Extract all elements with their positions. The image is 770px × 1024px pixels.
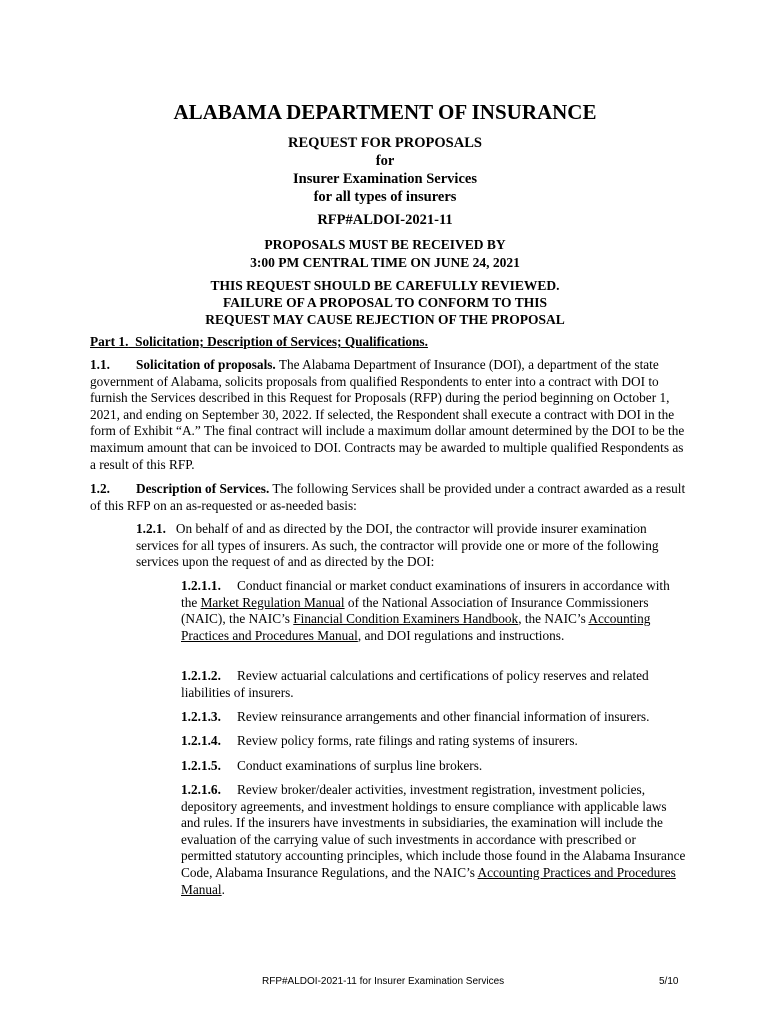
subtitle-line-4: for all types of insurers: [313, 189, 457, 205]
warning-line-1: THIS REQUEST SHOULD BE CAREFULLY REVIEWED.: [210, 278, 560, 293]
part-label: Part 1.: [90, 334, 129, 349]
page-title: ALABAMA DEPARTMENT OF INSURANCE: [173, 100, 597, 124]
subtitle-line-1: REQUEST FOR PROPOSALS: [288, 135, 482, 151]
subtitle-line-3: Insurer Examination Services: [293, 171, 477, 187]
rfp-number: RFP#ALDOI-2021-11: [317, 212, 453, 228]
section-text: Review policy forms, rate filings and rating systems of insurers.: [237, 733, 578, 748]
section-number: 1.2.1.5.: [181, 758, 221, 773]
section-text: , and DOI regulations and instructions.: [357, 627, 565, 643]
section-1-1: [90, 357, 690, 473]
section-number: 1.2.1.2.: [181, 668, 221, 683]
section-number: 1.2.: [90, 481, 110, 496]
section-1-2-1-4: [181, 733, 686, 750]
section-text: Review reinsurance arrangements and other financial information of insurers.: [237, 709, 650, 724]
accounting-manual-ref: Accounting Practices and Procedures Manual: [181, 611, 651, 643]
rfp-subtitle: [0, 134, 770, 206]
deadline-line-1: PROPOSALS MUST BE RECEIVED BY: [264, 237, 506, 252]
section-text: Review broker/dealer activities, investment registration, investment policies, depository agreements, and investment holdings to ensure compliance with applicable laws and rules. If the insurers have investments in subsidiaries, the examination will include the evaluation of the carrying value of such investments in accordance with prescribed or permitted statutory accounting principles, which include those found in the Alabama Insurance Code, Alabama Insurance Regulations, and the NAIC’s: [181, 782, 686, 880]
section-text: Conduct financial or market conduct examinations of insurers in accordance with the: [181, 578, 670, 610]
part-1-heading: [90, 334, 690, 351]
section-number: 1.2.1.1.: [181, 578, 221, 593]
section-text: Conduct examinations of surplus line brokers.: [237, 758, 483, 773]
section-1-2-1-5: [181, 758, 686, 775]
deadline-notice: [0, 236, 770, 272]
section-number: 1.2.1.4.: [181, 733, 221, 748]
section-number: 1.1.: [90, 357, 110, 372]
market-regulation-manual-ref: Market Regulation Manual: [200, 594, 345, 610]
examiners-handbook-ref: Financial Condition Examiners Handbook: [293, 611, 519, 627]
review-warning: [0, 277, 770, 328]
subtitle-line-2: for: [375, 153, 395, 169]
section-text: of the National Association of Insurance Commissioners (NAIC), the NAIC’s: [181, 594, 649, 627]
warning-line-3: REQUEST MAY CAUSE REJECTION OF THE PROPOSAL: [205, 312, 565, 327]
section-1-2-1-2: [181, 668, 686, 701]
section-text: .: [221, 881, 225, 897]
section-text: Review actuarial calculations and certifications of policy reserves and related liabilities of insurers.: [181, 668, 649, 700]
section-number: 1.2.1.6.: [181, 782, 221, 797]
section-1-2-1-1: [181, 578, 686, 644]
section-number: 1.2.1.: [136, 521, 166, 536]
deadline-line-2: 3:00 PM CENTRAL TIME ON JUNE 24, 2021: [250, 255, 520, 270]
warning-line-2: FAILURE OF A PROPOSAL TO CONFORM TO THIS: [223, 295, 547, 310]
section-text: The following Services shall be provided under a contract awarded as a result of this RFP on an as-requested or as-needed basis:: [90, 481, 686, 513]
section-text: The Alabama Department of Insurance (DOI), a department of the state government of Alabama, solicits proposals from qualified Respondents to enter into a contract with DOI to furnish the Services described in this Request for Proposals (RFP) during the period beginning on October 1, 2021, and ending on September 30, 2022. If selected, the Respondent shall execute a contract with DOI in the form of Exhibit “A.” The final contract will include a maximum dollar amount determined by the DOI to be the maximum amount that can be invoiced to DOI. Contracts may be awarded to multiple qualified Respondents as a result of this RFP.: [90, 357, 685, 472]
accounting-manual-ref: Accounting Practices and Procedures Manual: [181, 864, 676, 897]
section-1-2-1: [136, 521, 686, 571]
section-heading: Solicitation of proposals.: [136, 357, 276, 372]
section-1-2: [90, 481, 690, 514]
part-heading-text: Solicitation; Description of Services; Qualifications.: [135, 334, 428, 349]
section-heading: Description of Services.: [136, 481, 270, 496]
section-text: On behalf of and as directed by the DOI, the contractor will provide insurer examination services for all types of insurers. As such, the contractor will provide one or more of the following services upon the request of and as directed by the DOI:: [136, 521, 659, 570]
section-text: , the NAIC’s: [518, 611, 589, 627]
footer-title: RFP#ALDOI-2021-11 for Insurer Examination Services: [262, 976, 505, 987]
section-1-2-1-3: [181, 709, 686, 726]
section-1-2-1-6: [181, 782, 686, 898]
section-number: 1.2.1.3.: [181, 709, 221, 724]
page-number: 5/10: [659, 976, 679, 987]
